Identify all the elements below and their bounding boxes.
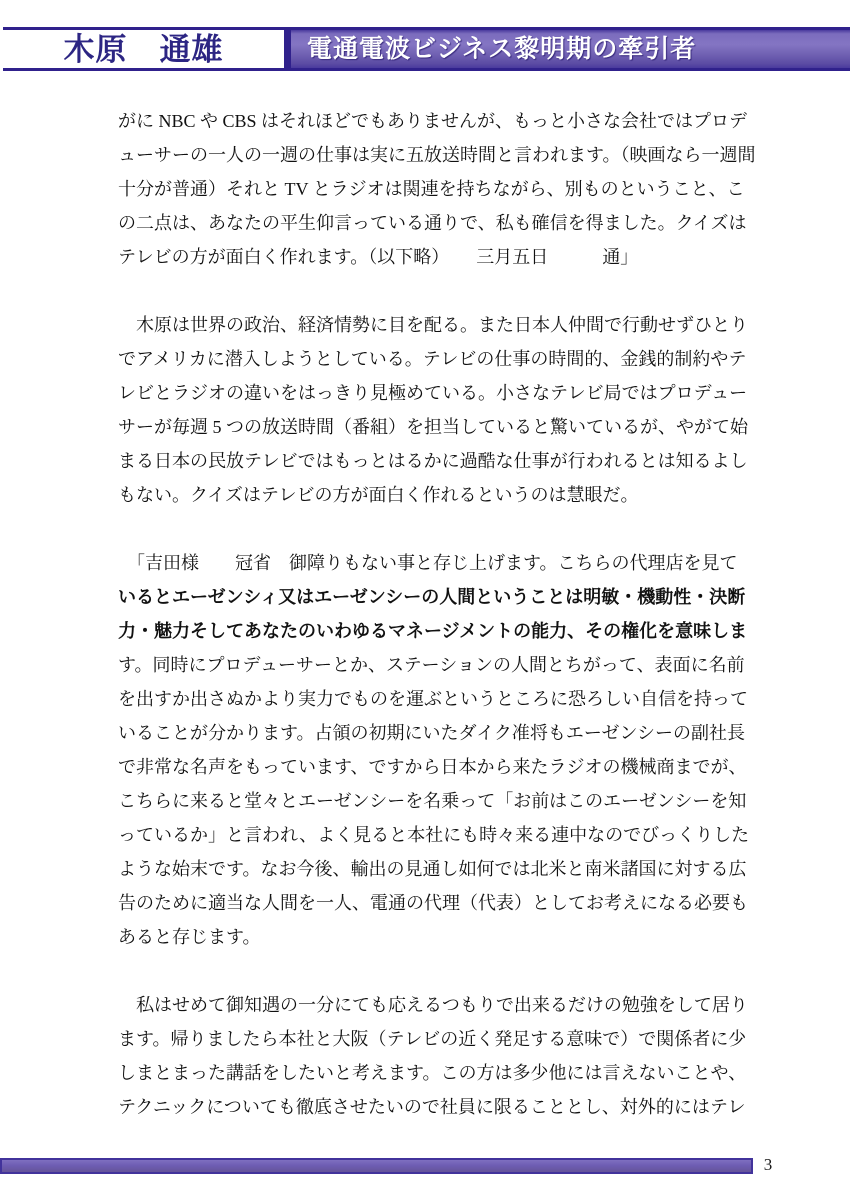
text-line: 木原は世界の政治、経済情勢に目を配る。また日本人仲間で行動せずひとり	[118, 315, 748, 335]
text-line: ューサーの一人の一週の仕事は実に五放送時間と言われます。（映画なら一週間	[118, 145, 756, 165]
text-line: まる日本の民放テレビではもっとはるかに過酷な仕事が行われるとは知るよし	[118, 451, 748, 471]
text-line: がに NBC や CBS はそれほどでもありませんが、もっと小さな会社ではプロデ	[118, 111, 748, 131]
paragraph	[118, 546, 778, 954]
page-number: 3	[763, 1155, 773, 1174]
text-line: サーが毎週 5 つの放送時間（番組）を担当していると驚いているが、やがて始	[118, 417, 748, 437]
body-text	[118, 104, 778, 1124]
text-line: ます。帰りましたら本社と大阪（テレビの近く発足する意味で）で関係者に少	[118, 1029, 747, 1049]
author-name-box	[3, 30, 284, 68]
paragraph	[118, 104, 778, 274]
text-line: 私はせめて御知遇の一分にても応えるつもりで出来るだけの勉強をして居り	[118, 995, 748, 1015]
text-line: テクニックについても徹底させたいので社員に限ることとし、対外的にはテレ	[118, 1097, 746, 1117]
text-line: で非常な名声をもっています、ですから日本から来たラジオの機械商までが、	[118, 757, 747, 777]
author-name: 木原 通雄	[63, 31, 224, 67]
header-banner	[3, 27, 850, 71]
paragraph	[118, 988, 778, 1124]
text-line: テレビの方が面白く作れます。（以下略） 三月五日 通」	[118, 247, 639, 267]
text-line: レビとラジオの違いをはっきり見極めている。小さなテレビ局ではプロデュー	[118, 383, 748, 403]
text-line: でアメリカに潜入しようとしている。テレビの仕事の時間的、金銭的制約やテ	[118, 349, 747, 369]
text-line: いることが分かります。占領の初期にいたダイク准将もエーゼンシーの副社長	[118, 723, 746, 743]
footer-rule-bar	[0, 1158, 753, 1174]
text-line: しまとまった講話をしたいと考えます。この方は多少他には言えないことや、	[118, 1063, 747, 1083]
text-line: す。同時にプロデューサーとか、ステーションの人間とちがって、表面に名前	[118, 655, 745, 675]
text-line: ような始末です。なお今後、輸出の見通し如何では北米と南米諸国に対する広	[118, 859, 747, 879]
text-line: を出すか出さぬかより実力でものを運ぶというところに恐ろしい自信を持って	[118, 689, 748, 709]
text-line: の二点は、あなたの平生仰言っている通りで、私も確信を得ました。クイズは	[118, 213, 747, 233]
paragraph	[118, 308, 778, 512]
text-line: いるとエーゼンシィ又はエーゼンシーの人間ということは明敏・機動性・決断	[118, 587, 746, 607]
text-line: あると存じます。	[118, 927, 261, 947]
text-line: っているか」と言われ、よく見ると本社にも時々来る連中なのでびっくりした	[118, 825, 750, 845]
page-title: 電通電波ビジネス黎明期の牽引者	[307, 34, 697, 63]
text-line: 力・魅力そしてあなたのいわゆるマネージメントの能力、その権化を意味しま	[118, 621, 748, 641]
text-line: こちらに来ると堂々とエーゼンシーを名乗って「お前はこのエーゼンシーを知	[118, 791, 747, 811]
header-divider	[284, 30, 291, 68]
text-line: 告のために適当な人間を一人、電通の代理（代表）としてお考えになる必要も	[118, 893, 748, 913]
text-line: 十分が普通）それと TV とラジオは関連を持ちながら、別ものということ、こ	[118, 179, 745, 199]
text-line: もない。クイズはテレビの方が面白く作れるというのは慧眼だ。	[118, 485, 639, 505]
text-line: 「吉田様 冠省 御障りもない事と存じ上げます。こちらの代理店を見て	[118, 553, 738, 573]
header-title-band	[291, 30, 850, 68]
